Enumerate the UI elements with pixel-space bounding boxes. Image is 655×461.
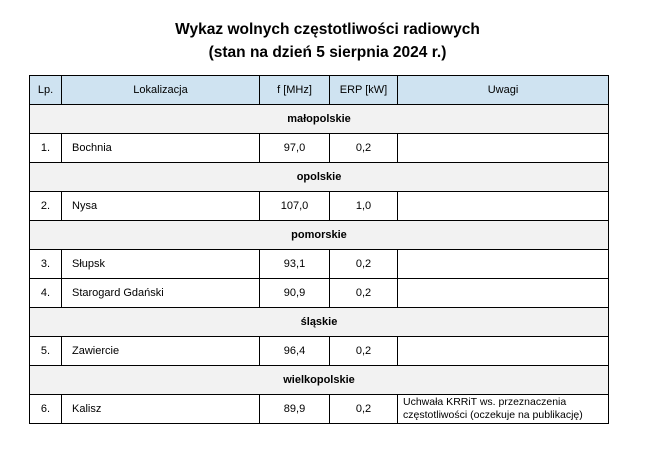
table-row — [30, 192, 609, 221]
cell-lp: 5. — [30, 337, 62, 366]
header-lp: Lp. — [30, 76, 62, 105]
cell-location: Słupsk — [62, 250, 260, 279]
table-row — [30, 250, 609, 279]
cell-notes — [398, 192, 609, 221]
cell-erp: 1,0 — [330, 192, 398, 221]
table-row — [30, 395, 609, 424]
frequency-table — [29, 75, 609, 424]
header-row — [30, 76, 609, 105]
header-frequency: f [MHz] — [260, 76, 330, 105]
table-row — [30, 337, 609, 366]
region-name: śląskie — [30, 308, 609, 337]
cell-lp: 4. — [30, 279, 62, 308]
cell-notes — [398, 337, 609, 366]
cell-lp: 6. — [30, 395, 62, 424]
table-row — [30, 279, 609, 308]
region-row — [30, 163, 609, 192]
cell-notes — [398, 134, 609, 163]
header-notes: Uwagi — [398, 76, 609, 105]
title-line-2: (stan na dzień 5 sierpnia 2024 r.) — [208, 44, 447, 61]
header-location: Lokalizacja — [62, 76, 260, 105]
document-title — [0, 18, 655, 64]
cell-location: Zawiercie — [62, 337, 260, 366]
cell-lp: 3. — [30, 250, 62, 279]
cell-erp: 0,2 — [330, 395, 398, 424]
region-row — [30, 366, 609, 395]
cell-frequency: 90,9 — [260, 279, 330, 308]
cell-lp: 2. — [30, 192, 62, 221]
region-name: opolskie — [30, 163, 609, 192]
region-row — [30, 221, 609, 250]
title-line-1: Wykaz wolnych częstotliwości radiowych — [175, 21, 480, 38]
cell-location: Kalisz — [62, 395, 260, 424]
cell-location: Starogard Gdański — [62, 279, 260, 308]
cell-erp: 0,2 — [330, 134, 398, 163]
cell-frequency: 93,1 — [260, 250, 330, 279]
cell-notes — [398, 279, 609, 308]
cell-frequency: 97,0 — [260, 134, 330, 163]
region-row — [30, 308, 609, 337]
region-row — [30, 105, 609, 134]
cell-frequency: 89,9 — [260, 395, 330, 424]
table-row — [30, 134, 609, 163]
region-name: małopolskie — [30, 105, 609, 134]
cell-frequency: 107,0 — [260, 192, 330, 221]
cell-location: Bochnia — [62, 134, 260, 163]
cell-erp: 0,2 — [330, 337, 398, 366]
region-name: pomorskie — [30, 221, 609, 250]
cell-lp: 1. — [30, 134, 62, 163]
cell-erp: 0,2 — [330, 250, 398, 279]
cell-notes — [398, 250, 609, 279]
cell-frequency: 96,4 — [260, 337, 330, 366]
region-name: wielkopolskie — [30, 366, 609, 395]
header-erp: ERP [kW] — [330, 76, 398, 105]
cell-notes: Uchwała KRRiT ws. przeznaczenia częstotliwości (oczekuje na publikację) — [398, 395, 609, 424]
cell-erp: 0,2 — [330, 279, 398, 308]
cell-location: Nysa — [62, 192, 260, 221]
